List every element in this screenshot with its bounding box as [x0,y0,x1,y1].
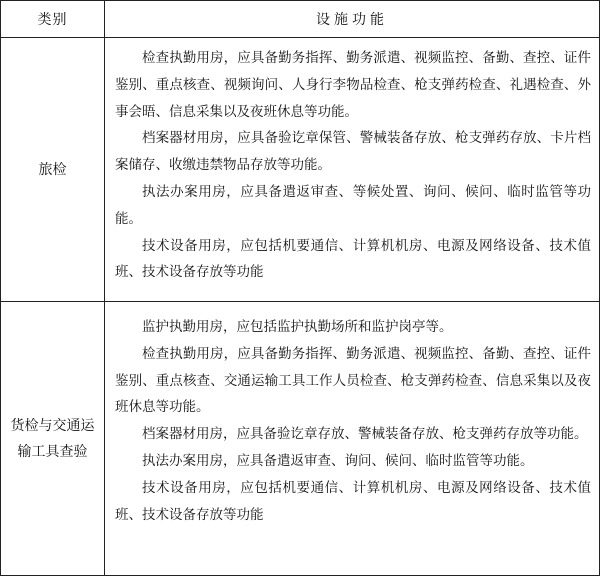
function-paragraph: 监护执勤用房，应包括监护执勤场所和监护岗亭等。 [142,319,453,335]
function-paragraph: 执法办案用房，应具备遣返审查、询问、候问、临时监管等功能。 [142,452,534,469]
header-function: 设施功能 [316,12,388,28]
row-function-passenger-inspection [115,45,591,286]
function-paragraph: 执法办案用房，应具备遣返审查、等候处置、询问、候问、临时监管等功能。 [115,183,591,227]
row-category-label: 货检与交通运输工具查验 [10,417,95,460]
column-divider [104,1,105,575]
row-category-cargo-vehicle-inspection [1,302,104,575]
function-paragraph: 技术设备用房，应包括机要通信、计算机机房、电源及网络设备、技术值班、技术设备存放等功能 [115,479,591,523]
function-paragraph: 档案器材用房，应具备验讫章保管、警械装备存放、枪支弹药存放、卡片档案储存、收缴违禁物品存放等功能。 [115,130,591,174]
function-paragraph: 档案器材用房，应具备验讫章存放、警械装备存放、枪支弹药存放等功能。 [142,426,588,443]
function-paragraph: 检查执勤用房，应具备勤务指挥、勤务派遣、视频监控、备勤、查控、证件鉴别、重点核查、交通运输工具工作人员检查、枪支弹药检查、信息采集以及夜班休息等功能。 [115,345,591,416]
function-paragraph: 技术设备用房，应包括机要通信、计算机机房、电源及网络设备、技术值班、技术设备存放等功能 [115,237,591,281]
row-function-cargo-vehicle-inspection [115,314,591,528]
header-category: 类别 [37,12,68,28]
row-category-passenger-inspection: 旅检 [38,161,67,178]
function-paragraph: 检查执勤用房，应具备勤务指挥、勤务派遣、视频监控、备勤、查控、证件鉴别、重点核查、视频询问、人身行李物品检查、枪支弹药检查、礼遇检查、外事会晤、信息采集以及夜班休息等功能。 [115,50,591,120]
